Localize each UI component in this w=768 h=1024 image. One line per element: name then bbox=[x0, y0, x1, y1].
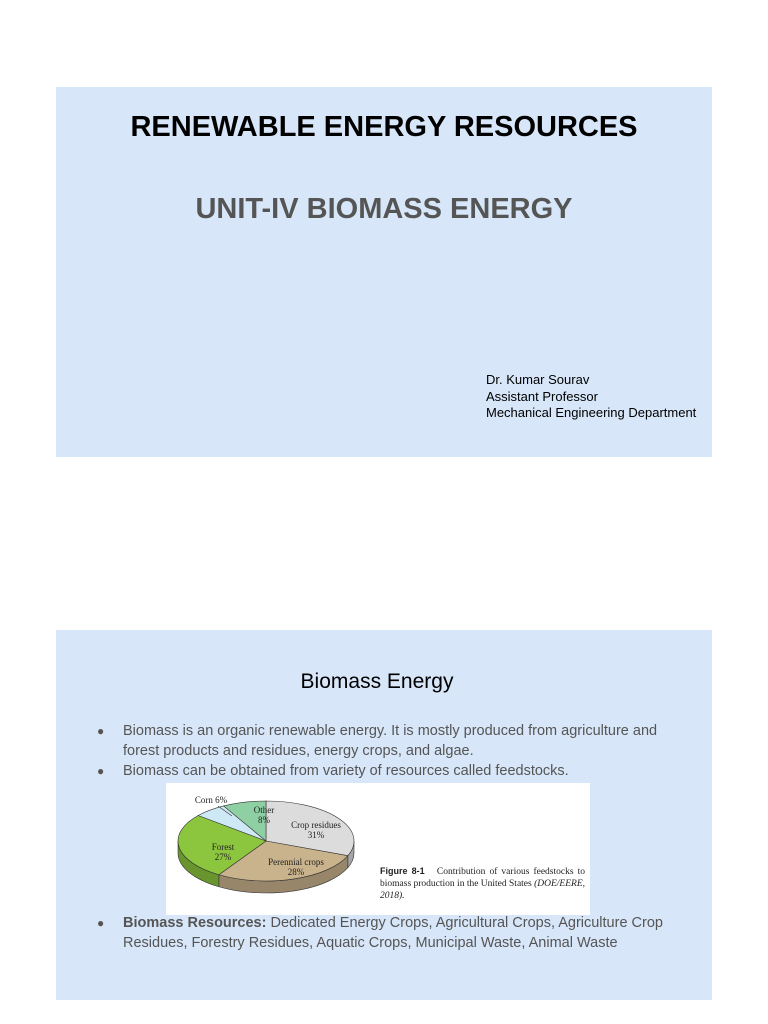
pie-label-forest: Forest 27% bbox=[211, 842, 235, 862]
pie-label-corn: Corn 6% bbox=[194, 795, 228, 805]
bullet-item bbox=[96, 721, 696, 761]
bullet-item bbox=[96, 913, 696, 953]
slide-title: Biomass Energy bbox=[300, 670, 454, 693]
pie-label-crop-residues: Crop residues 31% bbox=[291, 820, 341, 840]
bullet-text: Biomass can be obtained from variety of resources called feedstocks. bbox=[123, 763, 569, 779]
bullet-icon: ● bbox=[97, 916, 105, 930]
resources-label: Biomass Resources: bbox=[123, 915, 267, 931]
author-department: Mechanical Engineering Department bbox=[486, 405, 697, 420]
resources-text: Dedicated Energy Crops, Agricultural Crops, Agriculture Crop Residues, Forestry Residues, Aquatic Crops, Municipal Waste, Animal Waste bbox=[123, 915, 663, 951]
pie-label-other: Other 8% bbox=[253, 805, 275, 825]
figure-caption bbox=[380, 865, 585, 902]
author-name: Dr. Kumar Sourav bbox=[486, 372, 590, 387]
figure-number: Figure 8-1 bbox=[380, 866, 425, 876]
bullet-text: Biomass is an organic renewable energy. It is mostly produced from agriculture and forest products and residues, energy crops, and algae. bbox=[123, 723, 658, 759]
figure-caption-text: Contribution of various feedstocks to biomass production in the United States bbox=[380, 867, 585, 889]
bullet-list-resources bbox=[96, 913, 696, 953]
author-block bbox=[486, 372, 696, 422]
title-slide bbox=[56, 87, 712, 457]
slide-title: RENEWABLE ENERGY RESOURCES bbox=[130, 111, 638, 143]
author-designation: Assistant Professor bbox=[486, 388, 598, 404]
bullet-item bbox=[96, 761, 696, 781]
pie-label-perennial-crops: Perennial crops 28% bbox=[268, 857, 324, 877]
bullet-icon: ● bbox=[97, 764, 105, 778]
feedstock-pie-figure bbox=[166, 783, 590, 915]
slide-subtitle: UNIT-IV BIOMASS ENERGY bbox=[195, 193, 573, 225]
biomass-energy-slide bbox=[56, 630, 712, 1000]
bullet-icon: ● bbox=[97, 724, 105, 738]
bullet-list bbox=[96, 721, 696, 781]
figure-source: (DOE/EERE, 2018). bbox=[380, 879, 586, 901]
